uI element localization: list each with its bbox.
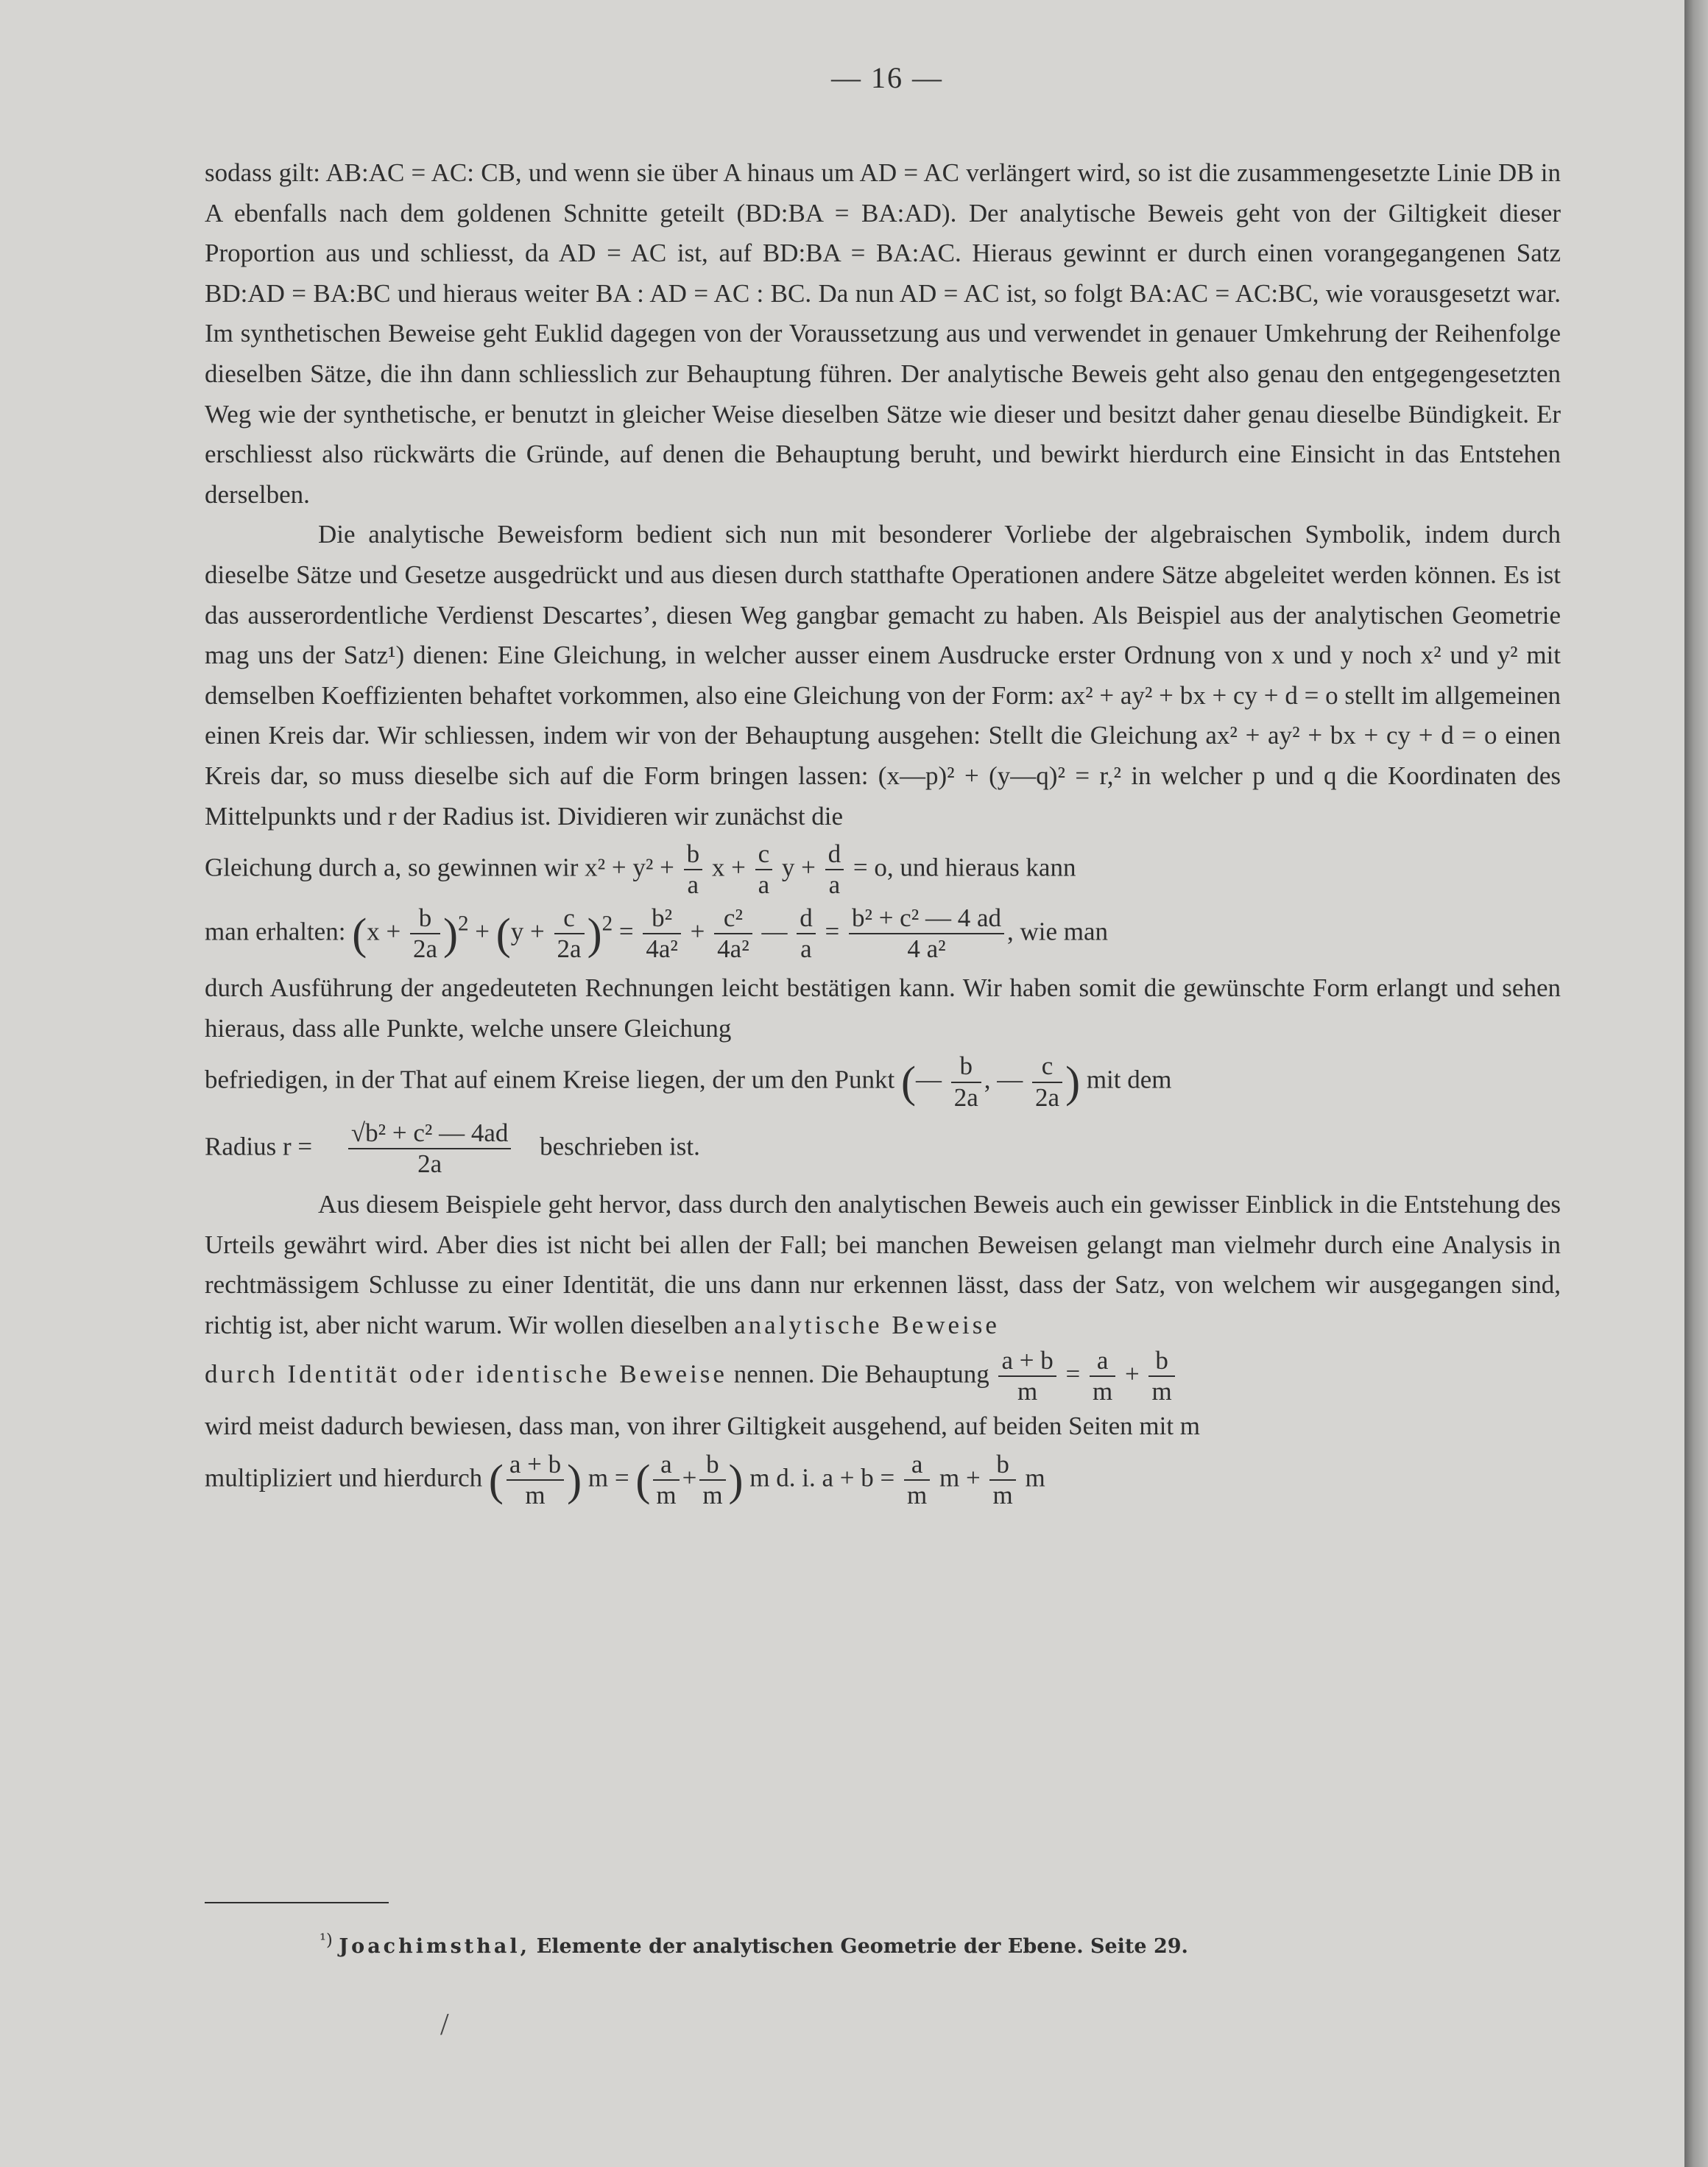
frac-a-over-m: $\frac{a}{m}$ [1090,1346,1115,1407]
pencil-mark: / [440,2008,449,2042]
paragraph-2: Die analytische Beweisform bedient sich nun mit besonderer Vorliebe der algebraischen Symbolik, indem durch dieselbe Sätze und Gesetze ausgedrückt und aus diesen durch statthafte Operationen andere Sätze abgeleitet werden können. Es ist das ausserordentliche Verdienst Descartes’, diesen Weg gangbar gemacht zu haben. Als Beispiel aus der analytischen Geometrie mag uns der Satz¹) dienen: Eine Gleichung, in welcher ausser einem Ausdrucke erster Ordnung von x und y noch x² und y² mit demselben Koeffizienten behaftet vorkommen, also eine Gleichung von der Form: ax² + ay² + bx + cy + d = o stellt im allgemeinen einen Kreis dar. Wir schliessen, indem wir von der Behauptung ausgehen: Stellt die Gleichung ax² + ay² + bx + cy + d = o einen Kreis dar, so muss dieselbe sich auf die Form bringen lassen: (x—p)² + (y—q)² = r,² in welcher p und q die Koordinaten des Mittelpunkts und r der Radius ist. Dividieren wir zunächst die [205,520,1561,831]
eq5-pre: nennen. Die Behauptung [733,1359,989,1388]
frac-a-plus-b-over-m: $\frac{a + b}{m}$ [507,1450,564,1511]
equation-line-3: befriedigen, in der That auf einem Kreise liegen, der um den Punkt (— $\frac{b}{2a}$ , — $\frac{c}{2a}$ ) mit dem [205,1051,1172,1112]
paragraph-3: durch Ausführung der angedeuteten Rechnungen leicht bestätigen kann. Wir haben somit die gewünschte Form erlangt und sehen hieraus, dass alle Punkte, welche unsere Gleichung [205,973,1561,1043]
frac-b-over-m: $\frac{b}{m}$ [699,1450,725,1511]
page-number: — 16 — [831,61,943,94]
equation-line-1 [205,839,1561,901]
eq6-m-equals: m = [587,1463,629,1493]
eq6-pre: multipliziert und hierdurch [205,1463,483,1493]
paren-close: ) [587,909,602,958]
equation-line-6: multipliziert und hierdurch ( $\frac{a + b}{m}$ ) m = ( $\frac{a}{m}$ + $\frac{b}{m}$ ) m d. i. a + b = $\frac{a}{m}$ m + $\frac{b}{m}$ m [205,1449,1045,1509]
frac-c2-over-4a2: $\frac{\text{c²}}{\text{4a²}}$ [714,903,752,965]
eq6-m-end: m [1025,1463,1045,1493]
frac-b2-over-4a2: $\frac{\text{b²}}{\text{4a²}}$ [643,903,681,965]
frac-c-over-2a: $\frac{c}{2a}$ [1032,1051,1062,1113]
footnote [320,1931,1188,1958]
eq6-mid: m d. i. a + b = [749,1463,895,1493]
paragraph-4-text: Aus diesem Beispiele geht hervor, dass durch den analytischen Beweis auch ein gewisser Einblick in die Entstehung des Urteils gewährt wird. Aber dies ist nicht bei allen der Fall; bei manchen Beweisen gelangt man vielmehr durch eine Analysis in rechtmässigem Schlusse zu einer Identität, die uns dann nur erkennen lässt, dass der Satz, von welchem wir ausgegangen sind, richtig ist, aber nicht warum. Wir wollen dieselben [205,1190,1561,1340]
frac-b-over-2a: $\frac{b}{2a}$ [951,1051,981,1113]
paragraph-1: sodass gilt: AB:AC = AC: CB, und wenn sie über A hinaus um AD = AC verlängert wird, so ist die zusammengesetzte Linie DB in A ebenfalls nach dem goldenen Schnitte geteilt (BD:BA = BA:AD). Der analytische Beweis geht von der Giltigkeit dieser Proportion aus und schliesst, da AD = AC ist, auf BD:BA = BA:AC. Hieraus gewinnt er durch einen vorangegangenen Satz BD:AD = BA:BC und hieraus weiter BA : AD = AC : BC. Da nun AD = AC ist, so folgt BA:AC = AC:BC, wie vorausgesetzt war. Im synthetischen Beweise geht Euklid dagegen von der Voraussetzung aus und verwendet in genauer Umkehrung der Reihenfolge dieselben Sätze, die ihn dann schliesslich zur Behauptung führen. Der analytische Beweis geht also genau den entgegengesetzten Weg wie der synthetische, er benutzt in gleicher Weise dieselben Sätze wie dieser und besitzt daher genau dieselbe Bündigkeit. Er erschliesst also rückwärts die Gründe, auf denen die Behauptung beruht, und bewirkt hierdurch eine Einsicht in das Entstehen derselben. [205,158,1561,509]
paren-open: ( [488,1456,504,1504]
eq2-post: , wie man [1007,916,1109,945]
frac-a-over-m: $\frac{a}{m}$ [904,1450,930,1511]
eq6-m-plus: m + [939,1463,981,1493]
frac-a-plus-b-over-m: $\frac{a + b}{m}$ [998,1346,1056,1407]
paren-close: ) [1065,1057,1081,1107]
eq4-post: beschrieben ist. [540,1132,700,1161]
eq5-spaced: durch Identität oder identische Beweise [205,1359,727,1388]
eq1-pre: Gleichung durch a, so gewinnen wir x² + y² + [205,853,674,882]
eq1-post: = o, und hieraus kann [853,853,1076,882]
eq3-post: mit dem [1086,1065,1172,1094]
eq1-x-plus: x + [711,853,746,882]
frac-b-over-2a: $\frac{b}{2a}$ [410,903,440,965]
frac-b-over-a: $\frac{b}{a}$ [684,839,703,901]
frac-b-over-m: $\frac{b}{m}$ [989,1450,1015,1511]
paren-close: ) [728,1456,744,1504]
frac-d-over-a: $\frac{d}{a}$ [825,839,844,901]
footnote-marker: ¹) [320,1931,333,1950]
frac-a-over-m: $\frac{a}{m}$ [653,1450,679,1511]
frac-c-over-a: $\frac{c}{a}$ [755,839,773,901]
footnote-author: Joachimsthal, [339,1935,531,1958]
frac-d-over-a: $\frac{d}{a}$ [797,903,816,965]
footnote-separator [205,1902,389,1903]
page-edge [1684,0,1708,2167]
footnote-text: Elemente der analytischen Geometrie der Ebene. Seite 29. [536,1935,1188,1958]
eq2-pre: man erhalten: [205,916,346,945]
paren-open: ( [635,1456,651,1504]
frac-c-over-2a: $\frac{c}{2a}$ [554,903,585,965]
paren-open: ( [495,909,511,958]
frac-result: $\frac{\text{b² + c² — 4 ad}}{\text{4 a²}}$ [849,903,1004,965]
paragraph-4 [205,1185,1561,1345]
equation-line-2: man erhalten: (x + $\frac{b}{2a}$ )$^2$ + (y + $\frac{c}{2a}$ )$^2$ = $\frac{\text{b²}}{\text{4a²}}$ + $\frac{\text{c²}}{\text{4a²}}$ — $\frac{d}{a}$ = $\frac{\text{b² + c² — 4 ad}}{\text{4 a²}}$ , wie man [205,903,1109,963]
eq2-x-plus: x + [367,916,401,945]
paren-close: ) [567,1456,582,1504]
body-text [205,153,1561,1510]
frac-radius: $\frac{\text{√b² + c² — 4ad}}{2a}$ [348,1118,512,1180]
paren-close: ) [442,909,458,958]
eq3-pre: befriedigen, in der That auf einem Kreise liegen, der um den Punkt [205,1065,895,1094]
paren-open: ( [901,1057,916,1107]
eq1-y-plus: y + [781,853,816,882]
paren-open: ( [352,909,367,958]
equation-line-5: durch Identität oder identische Beweise nennen. Die Behauptung $\frac{a + b}{m}$ = $\frac{a}{m}$ + $\frac{b}{m}$ [205,1346,1561,1407]
equation-line-4 [205,1118,1561,1180]
paragraph-5: wird meist dadurch bewiesen, dass man, von ihrer Giltigkeit ausgehend, auf beiden Seiten mit m [205,1412,1201,1441]
spaced-term: analytische Beweise [734,1311,1000,1340]
eq4-pre: Radius r = [205,1132,313,1161]
eq2-y-plus: y + [510,916,545,945]
frac-b-over-m: $\frac{b}{m}$ [1148,1346,1174,1407]
